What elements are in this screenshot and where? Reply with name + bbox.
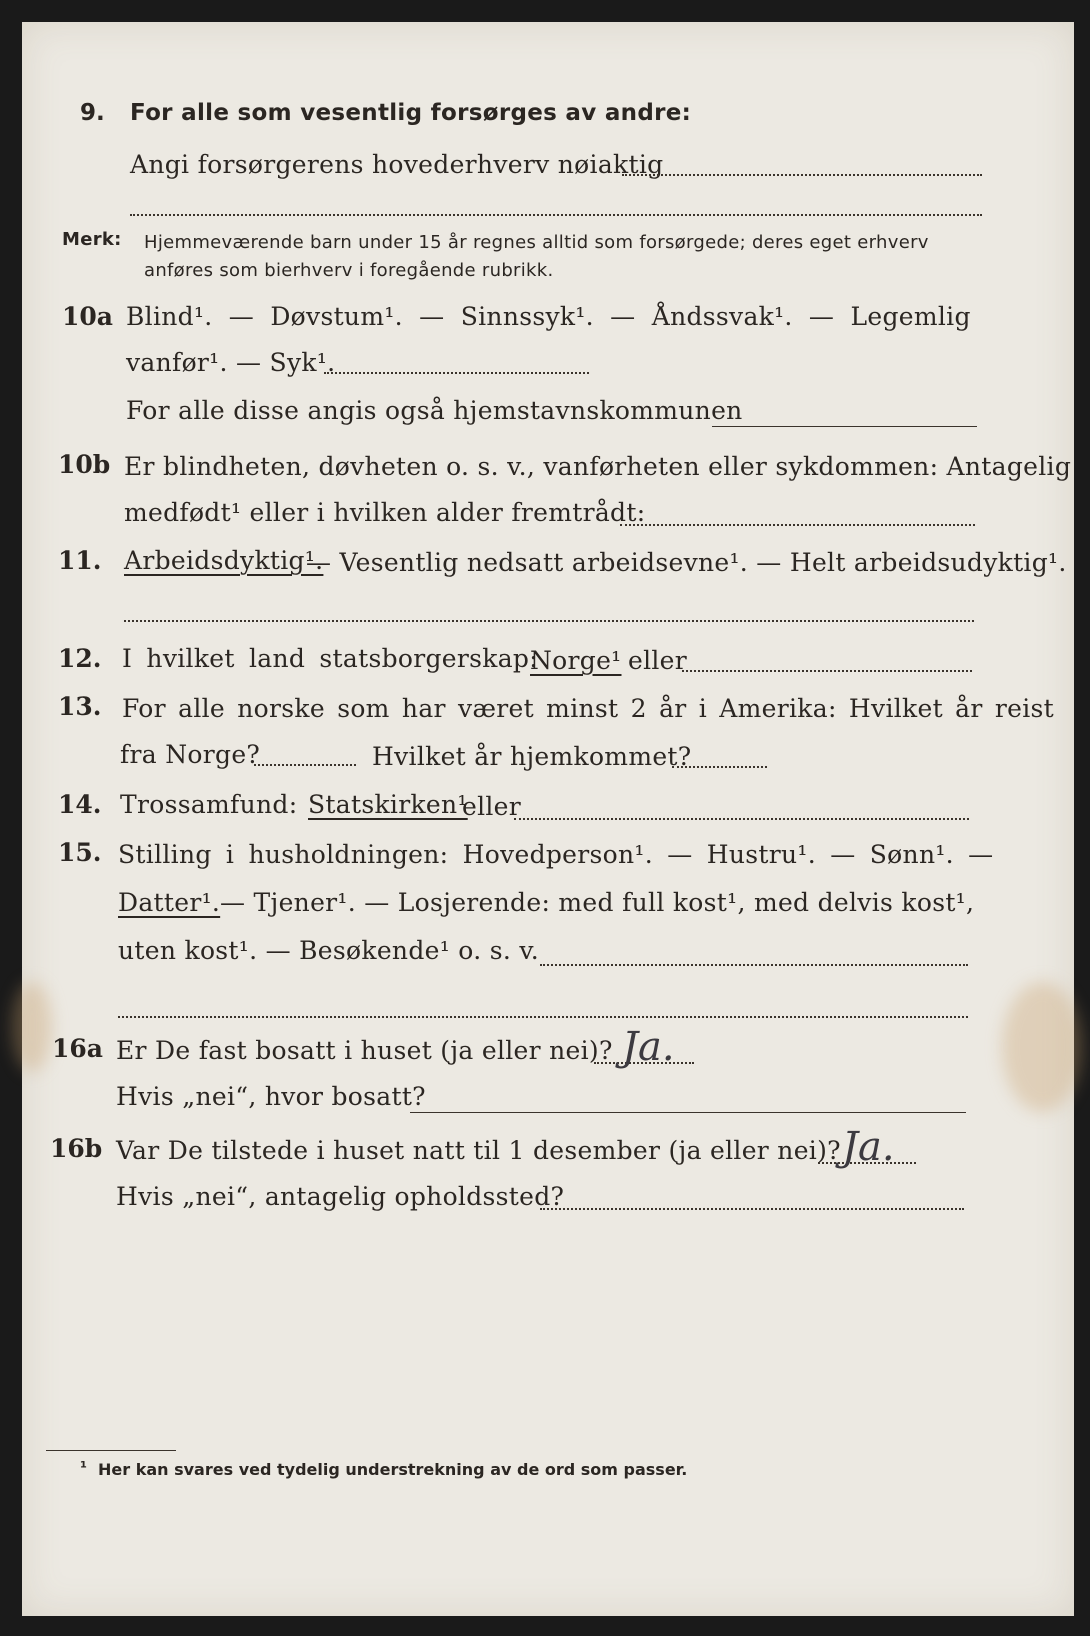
q12-eller: eller [628, 646, 688, 675]
merk-line2: anføres som bierhverv i foregående rubrikk. [144, 260, 554, 281]
q12-question: I hvilket land statsborgerskap: [122, 644, 538, 673]
answer-line [324, 372, 589, 374]
q16a-number: 16a [52, 1034, 103, 1063]
q13-reist: fra Norge? [120, 740, 261, 769]
q11-rest: — Vesentlig nedsatt arbeidsevne¹. — Helt arbeidsudyktig¹. [306, 548, 1067, 577]
q15-number: 15. [58, 838, 102, 867]
paper-stain [12, 982, 52, 1072]
q10a-number: 10a [62, 302, 113, 331]
answer-line [130, 214, 982, 216]
answer-line [254, 764, 356, 766]
q16b-question: Var De tilstede i huset natt til 1 desember (ja eller nei)? [116, 1136, 841, 1165]
answer-line [682, 670, 972, 672]
footnote-rule [46, 1450, 176, 1451]
q16a-handwritten-answer: Ja. [622, 1024, 675, 1070]
answer-line [672, 766, 767, 768]
q15-option-datter: Datter¹. [118, 888, 221, 917]
q13-number: 13. [58, 692, 102, 721]
q15-line1: Stilling i husholdningen: Hovedperson¹. — Hustru¹. — Sønn¹. — [118, 840, 994, 869]
q15-line2: — Tjener¹. — Losjerende: med full kost¹, med delvis kost¹, [220, 888, 975, 917]
footnote-text: Her kan svares ved tydelig understrekning av de ord som passer. [98, 1460, 688, 1479]
q16b-line2: Hvis „nei“, antagelig opholdssted? [116, 1182, 565, 1211]
merk-label: Merk: [62, 229, 122, 250]
q14-option-statskirken: Statskirken¹ [308, 790, 468, 819]
answer-line [622, 174, 982, 176]
answer-line [124, 620, 974, 622]
q10b-line2: medfødt¹ eller i hvilken alder fremtrådt: [124, 498, 646, 527]
q12-number: 12. [58, 644, 102, 673]
q14-number: 14. [58, 790, 102, 819]
answer-line [514, 818, 969, 820]
q10a-line2: vanfør¹. — Syk¹. [126, 348, 336, 377]
q13-hjemkommet: Hvilket år hjemkommet? [372, 742, 692, 771]
q11-number: 11. [58, 546, 102, 575]
merk-line1: Hjemmeværende barn under 15 år regnes alltid som forsørgede; deres eget erhverv [144, 232, 929, 253]
q12-option-norge: Norge¹ [530, 646, 622, 675]
q13-line1: For alle norske som har været minst 2 år i Amerika: Hvilket år reist [122, 694, 1055, 723]
q9-line2: Angi forsørgerens hovederhverv nøiaktig [130, 150, 664, 179]
q9-title: For alle som vesentlig forsørges av andre: [130, 100, 692, 126]
paper-stain [1002, 982, 1082, 1112]
answer-line [410, 1112, 966, 1113]
answer-line [118, 1016, 968, 1018]
footnote-mark: ¹ [80, 1458, 88, 1477]
answer-line [540, 1208, 964, 1210]
q11-option-arbeidsdyktig: Arbeidsdyktig¹. [124, 546, 324, 575]
q10a-line1: Blind¹. — Døvstum¹. — Sinnssyk¹. — Åndssvak¹. — Legemlig [126, 302, 971, 331]
q9-number: 9. [80, 100, 105, 126]
q14-question: Trossamfund: [120, 790, 298, 819]
q16b-number: 16b [50, 1134, 103, 1163]
q10b-number: 10b [58, 450, 111, 479]
q16b-handwritten-answer: Ja. [842, 1124, 895, 1170]
answer-line [620, 524, 975, 526]
answer-line [540, 964, 968, 966]
q15-line3: uten kost¹. — Besøkende¹ o. s. v. [118, 936, 540, 965]
form-page [22, 22, 1074, 1616]
answer-line [712, 426, 977, 427]
q10b-line1: Er blindheten, døvheten o. s. v., vanførheten eller sykdommen: Antagelig [124, 452, 1072, 481]
q16a-question: Er De fast bosatt i huset (ja eller nei)? [116, 1036, 613, 1065]
q14-eller: eller [462, 792, 522, 821]
q16a-line2: Hvis „nei“, hvor bosatt? [116, 1082, 426, 1111]
q10a-line3: For alle disse angis også hjemstavnskommunen [126, 396, 743, 425]
